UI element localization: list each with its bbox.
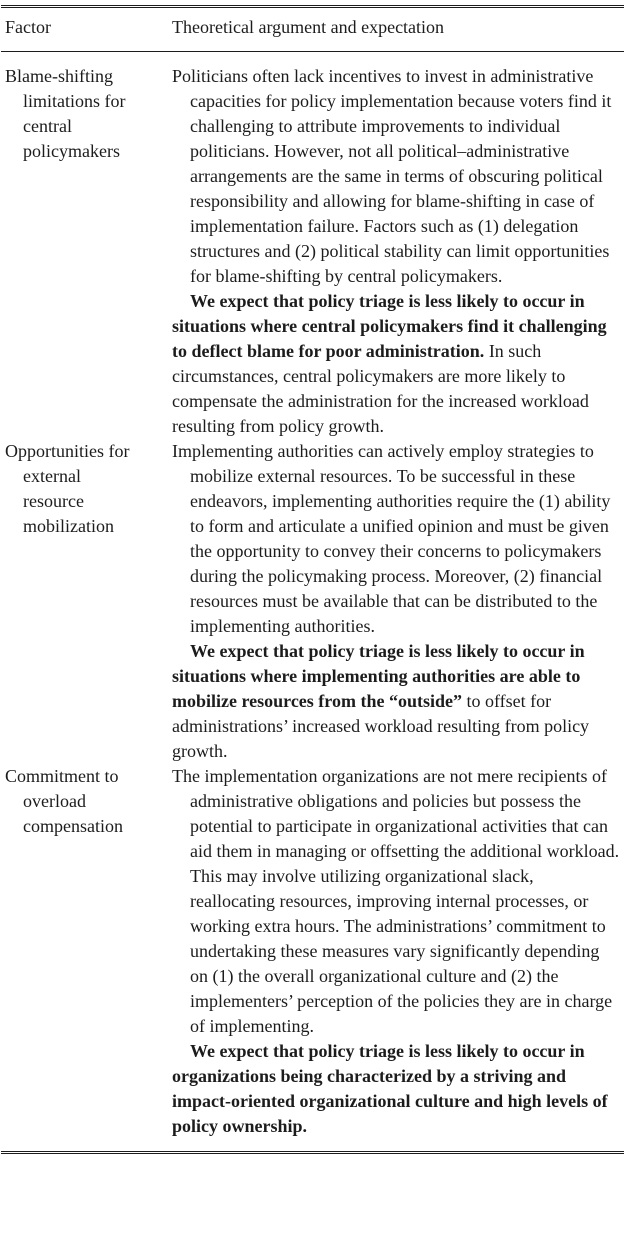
expectation-rest-text: In such circumstances, central policymakers are more likely to compensate the administration for the increased workload resulting from policy growth. bbox=[172, 341, 589, 436]
table-header-row bbox=[1, 8, 624, 52]
table-row bbox=[1, 439, 624, 764]
factor-cell bbox=[1, 64, 172, 439]
factor-cell bbox=[1, 439, 172, 764]
expectation-text bbox=[172, 1039, 620, 1139]
factor-cell bbox=[1, 764, 172, 1139]
factor-label: Blame-shifting limitations for central policymakers bbox=[5, 66, 126, 161]
argument-cell bbox=[172, 764, 624, 1139]
factor-label: Opportunities for external resource mobilization bbox=[5, 441, 130, 536]
table-row bbox=[1, 64, 624, 439]
expectation-text bbox=[172, 639, 620, 764]
factors-table bbox=[1, 5, 624, 1154]
argument-text: Politicians often lack incentives to invest in administrative capacities for policy implementation because voters find it challenging to attribute improvements to individual politicians. However, not all political–administrative arrangements are the same in terms of obscuring political responsibility and allowing for blame-shifting in case of implementation failure. Factors such as (1) delegation structures and (2) political stability can limit opportunities for blame-shifting by central policymakers. bbox=[172, 66, 612, 286]
header-factor: Factor bbox=[5, 17, 51, 37]
argument-cell bbox=[172, 64, 624, 439]
argument-text: The implementation organizations are not mere recipients of administrative obligations and policies but possess the potential to participate in organizational activities that can aid them in managing or offsetting the additional workload. This may involve utilizing organizational slack, reallocating resources, improving internal processes, or working extra hours. The administrations’ commitment to undertaking these measures vary significantly depending on (1) the overall organizational culture and (2) the implementers’ perception of the policies they are in charge of implementing. bbox=[172, 766, 620, 1036]
expectation-bold-text: We expect that policy triage is less likely to occur in situations where implementing authorities are able to mobilize resources from the “outside” bbox=[172, 641, 585, 711]
table-body bbox=[1, 52, 624, 1151]
expectation-rest-text: to offset for administrations’ increased workload resulting from policy growth. bbox=[172, 691, 590, 761]
factor-label: Commitment to overload compensation bbox=[5, 766, 123, 836]
argument-text: Implementing authorities can actively employ strategies to mobilize external resources. To be successful in these endeavors, implementing authorities require the (1) ability to form and articulate a unified opinion and must be given the opportunity to convey their concerns to policymakers during the policymaking process. Moreover, (2) financial resources must be available that can be distributed to the implementing authorities. bbox=[172, 441, 611, 636]
table-row bbox=[1, 764, 624, 1139]
argument-cell bbox=[172, 439, 624, 764]
expectation-text bbox=[172, 289, 620, 439]
expectation-bold-text: We expect that policy triage is less likely to occur in organizations being characterized by a striving and impact-oriented organizational culture and high levels of policy ownership. bbox=[172, 1041, 608, 1136]
header-argument: Theoretical argument and expectation bbox=[172, 17, 445, 37]
expectation-bold-text: We expect that policy triage is less likely to occur in situations where central policymakers find it challenging to deflect blame for poor administration. bbox=[172, 291, 607, 361]
